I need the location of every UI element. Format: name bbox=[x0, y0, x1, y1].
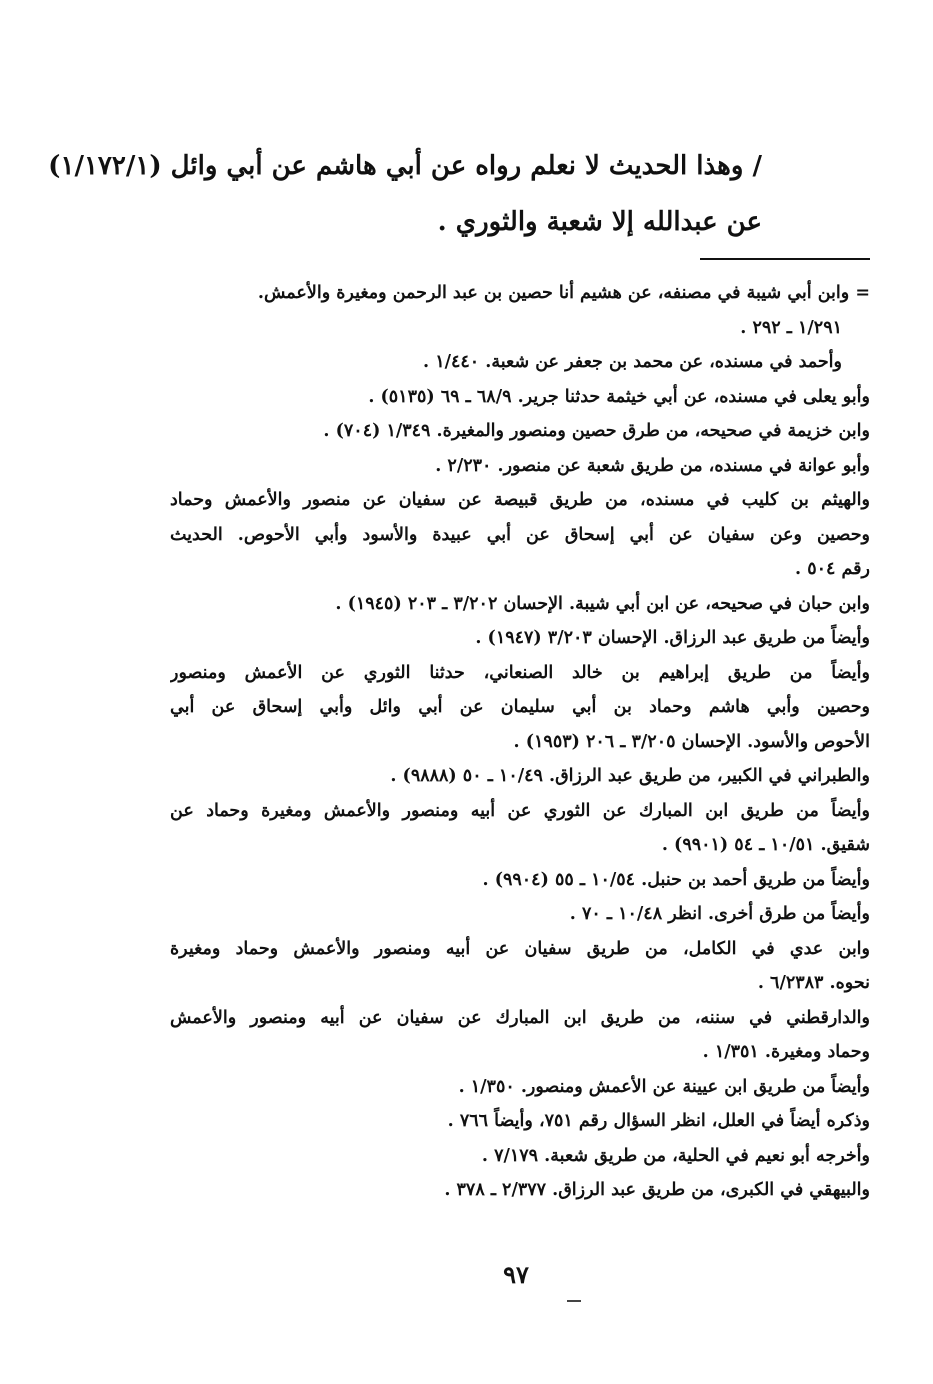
main-text-line: عن عبدالله إلا شعبة والثوري . bbox=[437, 207, 762, 237]
footnote-line: وأيضاً من طريق أحمد بن حنبل. ١٠/٥٤ ـ ٥٥ (٩٩٠٤) . bbox=[482, 869, 870, 890]
footnote-line: وحصين وعن سفيان عن أبي إسحاق عن أبي عبيدة والأسود وأبي الأحوص. الحديث bbox=[170, 524, 870, 545]
footnote-line: وحماد ومغيرة. ١/٣٥١ . bbox=[702, 1042, 870, 1062]
footnote-line: نحوه. ٦/٢٣٨٣ . bbox=[757, 973, 870, 993]
footnote-divider bbox=[700, 258, 870, 260]
footnotes bbox=[170, 276, 870, 1208]
footnote-line: وأيضاً من طرق أخرى. انظر ١٠/٤٨ ـ ٧٠ . bbox=[569, 904, 870, 924]
footnote-line: وابن عدي في الكامل، من طريق سفيان عن أبيه ومنصور والأعمش وحماد ومغيرة bbox=[170, 938, 870, 959]
footnote-line: وأيضاً من طريق ابن المبارك عن الثوري عن أبيه ومنصور والأعمش ومغيرة وحماد عن bbox=[170, 800, 870, 821]
footnote-line: وأخرجه أبو نعيم في الحلية، من طريق شعبة. ٧/١٧٩ . bbox=[481, 1145, 870, 1166]
footnote-line: وذكره أيضاً في العلل، انظر السؤال رقم ٧٥١، وأيضاً ٧٦٦ . bbox=[447, 1111, 870, 1131]
page-mark bbox=[567, 1300, 581, 1302]
footnote-line: وأيضاً من طريق إبراهيم بن خالد الصنعاني، حدثنا الثوري عن الأعمش ومنصور bbox=[170, 662, 870, 683]
footnote-line: شقيق. ١٠/٥١ ـ ٥٤ (٩٩٠١) . bbox=[661, 835, 870, 855]
footnote-line: وأحمد في مسنده، عن محمد بن جعفر عن شعبة. ١/٤٤٠ . bbox=[423, 352, 842, 372]
footnote-line: وحصين وأبي هاشم وحماد بن أبي سليمان عن أبي وائل وأبي إسحاق عن أبي bbox=[170, 697, 870, 717]
footnote-line: وأبو يعلى في مسنده، عن أبي خيثمة حدثنا جرير. ٦٨/٩ ـ ٦٩ (٥١٣٥) . bbox=[368, 386, 870, 407]
footnote-line: = وابن أبي شيبة في مصنفه، عن هشيم أنا حصين بن عبد الرحمن ومغيرة والأعمش. bbox=[257, 283, 870, 303]
footnote-line: وأيضاً من طريق عبد الرزاق. الإحسان ٣/٢٠٣ (١٩٤٧) . bbox=[475, 628, 870, 648]
footnote-line: وابن حبان في صحيحه، عن ابن أبي شيبة. الإحسان ٣/٢٠٢ ـ ٢٠٣ (١٩٤٥) . bbox=[335, 593, 870, 614]
footnote-line: والدارقطني في سننه، من طريق ابن المبارك عن سفيان عن أبيه ومنصور والأعمش bbox=[170, 1007, 870, 1028]
footnote-line: وأيضاً من طريق ابن عيينة عن الأعمش ومنصور. ١/٣٥٠ . bbox=[458, 1076, 870, 1097]
page-number: ٩٧ bbox=[503, 1260, 529, 1289]
footnote-line: الأحوص والأسود. الإحسان ٣/٢٠٥ ـ ٢٠٦ (١٩٥٣) . bbox=[513, 731, 870, 752]
footnote-line: والبيهقي في الكبرى، من طريق عبد الرزاق. ٢/٣٧٧ ـ ٣٧٨ . bbox=[444, 1180, 870, 1200]
main-text-line: / وهذا الحديث لا نعلم رواه عن أبي هاشم عن أبي وائل (١/١٧٢/١) bbox=[48, 151, 762, 181]
footnote-line: والطبراني في الكبير، من طريق عبد الرزاق. ١٠/٤٩ ـ ٥٠ (٩٨٨٨) . bbox=[390, 766, 870, 786]
footnote-line: ١/٢٩١ ـ ٢٩٢ . bbox=[740, 317, 842, 338]
footnote-line: والهيثم بن كليب في مسنده، من طريق قبيصة عن سفيان عن منصور والأعمش وحماد bbox=[170, 490, 870, 510]
footnote-line: رقم ٥٠٤ . bbox=[795, 559, 870, 579]
footnote-line: وأبو عوانة في مسنده، من طريق شعبة عن منصور. ٢/٢٣٠ . bbox=[435, 455, 870, 476]
footnote-line: وابن خزيمة في صحيحه، من طرق حصين ومنصور والمغيرة. ١/٣٤٩ (٧٠٤) . bbox=[323, 421, 870, 441]
main-text bbox=[50, 138, 762, 250]
